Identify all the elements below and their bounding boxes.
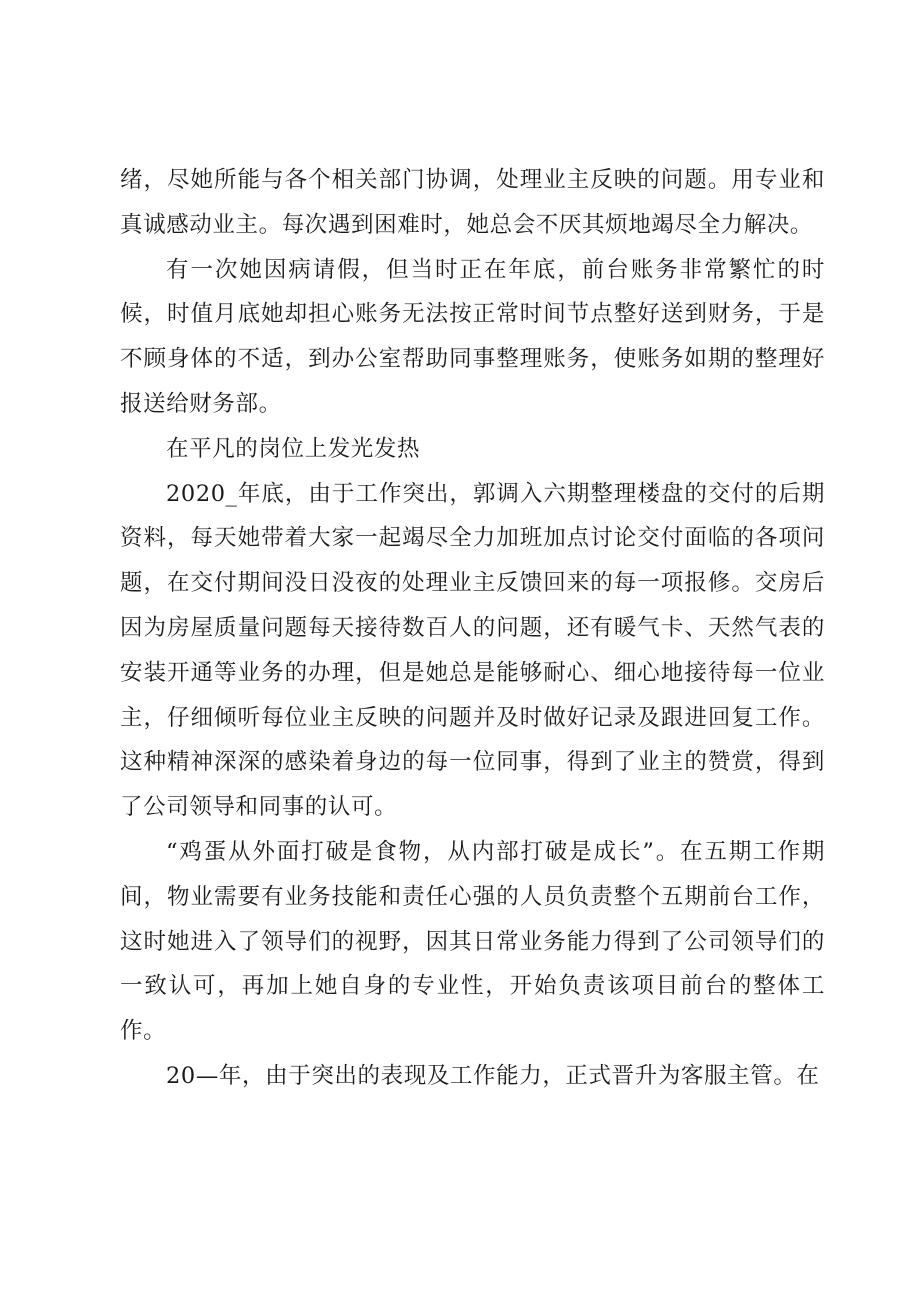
paragraph-continuation: 绪，尽她所能与各个相关部门协调，处理业主反映的问题。用专业和真诚感动业主。每次遇到困难时，她总会不厌其烦地竭尽全力解决。 xyxy=(120,167,825,238)
section-heading: 在平凡的岗位上发光发热 xyxy=(166,435,421,462)
paragraph-egg-quote: “鸡蛋从外面打破是食物，从内部打破是成长”。在五期工作期间，物业需要有业务技能和责任心强的人员负责整个五期前台工作，这时她进入了领导们的视野，因其日常业务能力得到了公司领导们的一致认可，再加上她自身的专业性，开始负责该项目前台的整体工作。 xyxy=(120,838,825,1045)
paragraph-sick-leave: 有一次她因病请假，但当时正在年底，前台账务非常繁忙的时候，时值月底她却担心账务无法按正常时间节点整好送到财务，于是不顾身体的不适，到办公室帮助同事整理账务，使账务如期的整理好报送给财务部。 xyxy=(120,256,825,417)
document-body xyxy=(120,158,825,1099)
paragraph-promotion: 20—年，由于突出的表现及工作能力，正式晋升为客服主管。在 xyxy=(166,1062,820,1089)
paragraph-2020: 2020_年底，由于工作突出，郭调入六期整理楼盘的交付的后期资料，每天她带着大家一起竭尽全力加班加点讨论交付面临的各项问题，在交付期间没日没夜的处理业主反馈回来的每一项报修。交房后因为房屋质量问题每天接待数百人的问题，还有暖气卡、天然气表的安装开通等业务的办理，但是她总是能够耐心、细心地接待每一位业主，仔细倾听每位业主反映的问题并及时做好记录及跟进回复工作。这种精神深深的感染着身边的每一位同事，得到了业主的赞赏，得到了公司领导和同事的认可。 xyxy=(120,480,825,821)
